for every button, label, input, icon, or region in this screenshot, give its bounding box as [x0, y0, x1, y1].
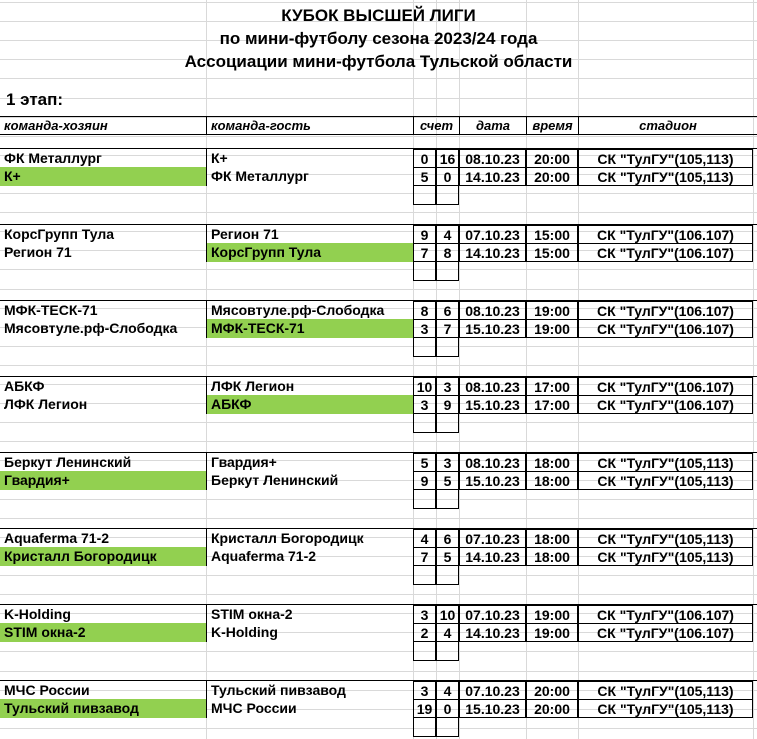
- home-team-cell: Беркут Ленинский: [4, 454, 132, 470]
- date-cell: 08.10.23: [459, 453, 526, 472]
- date-cell: 14.10.23: [459, 623, 526, 642]
- score-guest-cell: 4: [436, 681, 459, 700]
- score-guest-cell: 10: [436, 605, 459, 624]
- guest-team-cell: АБКФ: [206, 395, 413, 414]
- guest-team-cell: STIM окна-2: [206, 605, 413, 624]
- time-cell: 20:00: [526, 681, 578, 700]
- header-home: команда-хозяин: [4, 118, 108, 133]
- home-team-cell: МФК-ТЕСК-71: [4, 302, 98, 318]
- empty-score-cell: [413, 186, 436, 205]
- score-guest-cell: 6: [436, 301, 459, 320]
- empty-score-cell: [436, 642, 459, 661]
- date-cell: 08.10.23: [459, 377, 526, 396]
- header-guest: команда-гость: [206, 117, 413, 134]
- home-team-cell: Регион 71: [4, 244, 72, 260]
- stadium-cell: СК "ТулГУ"(105,113): [578, 547, 753, 566]
- table-row: [0, 376, 757, 395]
- date-cell: 15.10.23: [459, 471, 526, 490]
- date-cell: 15.10.23: [459, 395, 526, 414]
- guest-team-cell: Беркут Ленинский: [206, 471, 413, 490]
- guest-team-cell: Регион 71: [206, 225, 413, 244]
- score-home-cell: 0: [413, 149, 436, 168]
- score-guest-cell: 0: [436, 699, 459, 718]
- home-team-cell: Кристалл Богородицк: [0, 547, 206, 566]
- stadium-cell: СК "ТулГУ"(106.107): [578, 243, 753, 262]
- header-time: время: [526, 117, 578, 134]
- empty-score-cell: [436, 414, 459, 433]
- table-row: [0, 148, 757, 167]
- date-cell: 07.10.23: [459, 225, 526, 244]
- header-date: дата: [459, 117, 526, 134]
- score-guest-cell: 16: [436, 149, 459, 168]
- title-line-2: по мини-футболу сезона 2023/24 года: [219, 29, 538, 48]
- empty-score-cell: [413, 262, 436, 281]
- time-cell: 17:00: [526, 377, 578, 396]
- score-home-cell: 4: [413, 529, 436, 548]
- date-cell: 14.10.23: [459, 243, 526, 262]
- table-row: [0, 604, 757, 623]
- score-guest-cell: 6: [436, 529, 459, 548]
- home-team-cell: Мясовтуле.рф-Слободка: [4, 320, 178, 336]
- score-home-cell: 7: [413, 547, 436, 566]
- table-row: [0, 699, 757, 718]
- time-cell: 19:00: [526, 301, 578, 320]
- empty-score-cell: [413, 642, 436, 661]
- table-row: [0, 452, 757, 471]
- home-team-cell: Aquaferma 71-2: [4, 530, 110, 546]
- table-row: [0, 471, 757, 490]
- score-home-cell: 9: [413, 225, 436, 244]
- date-cell: 08.10.23: [459, 301, 526, 320]
- guest-team-cell: К+: [206, 149, 413, 168]
- time-cell: 18:00: [526, 547, 578, 566]
- time-cell: 18:00: [526, 471, 578, 490]
- date-cell: 14.10.23: [459, 167, 526, 186]
- stadium-cell: СК "ТулГУ"(105,113): [578, 149, 753, 168]
- stadium-cell: СК "ТулГУ"(106.107): [578, 395, 753, 414]
- guest-team-cell: КорсГрупп Тула: [206, 243, 413, 262]
- home-team-cell: Тульский пивзавод: [0, 699, 206, 718]
- header-stadium: стадион: [578, 117, 757, 134]
- guest-team-cell: Мясовтуле.рф-Слободка: [206, 301, 413, 320]
- time-cell: 19:00: [526, 605, 578, 624]
- table-row: [0, 528, 757, 547]
- table-row: [0, 167, 757, 186]
- score-home-cell: 3: [413, 395, 436, 414]
- score-guest-cell: 5: [436, 471, 459, 490]
- home-team-cell: АБКФ: [4, 378, 45, 394]
- table-row: [0, 300, 757, 319]
- time-cell: 20:00: [526, 167, 578, 186]
- score-home-cell: 3: [413, 681, 436, 700]
- home-team-cell: ФК Металлург: [4, 150, 102, 166]
- stadium-cell: СК "ТулГУ"(106.107): [578, 605, 753, 624]
- empty-score-cell: [436, 338, 459, 357]
- score-guest-cell: 7: [436, 319, 459, 338]
- guest-team-cell: Тульский пивзавод: [206, 681, 413, 700]
- date-cell: 15.10.23: [459, 699, 526, 718]
- time-cell: 15:00: [526, 243, 578, 262]
- home-team-cell: Гвардия+: [0, 471, 206, 490]
- table-row: [0, 623, 757, 642]
- home-team-cell: ЛФК Легион: [4, 396, 88, 412]
- time-cell: 17:00: [526, 395, 578, 414]
- score-home-cell: 8: [413, 301, 436, 320]
- stadium-cell: СК "ТулГУ"(105,113): [578, 529, 753, 548]
- guest-team-cell: ФК Металлург: [206, 167, 413, 186]
- score-guest-cell: 3: [436, 453, 459, 472]
- time-cell: 19:00: [526, 319, 578, 338]
- score-home-cell: 5: [413, 167, 436, 186]
- time-cell: 18:00: [526, 453, 578, 472]
- score-guest-cell: 4: [436, 623, 459, 642]
- empty-score-cell: [436, 186, 459, 205]
- score-guest-cell: 5: [436, 547, 459, 566]
- empty-score-cell: [413, 718, 436, 737]
- table-row: [0, 680, 757, 699]
- stadium-cell: СК "ТулГУ"(106.107): [578, 319, 753, 338]
- stadium-cell: СК "ТулГУ"(105,113): [578, 681, 753, 700]
- time-cell: 19:00: [526, 623, 578, 642]
- time-cell: 18:00: [526, 529, 578, 548]
- stadium-cell: СК "ТулГУ"(106.107): [578, 301, 753, 320]
- date-cell: 08.10.23: [459, 149, 526, 168]
- home-team-cell: КорсГрупп Тула: [4, 226, 115, 242]
- score-home-cell: 10: [413, 377, 436, 396]
- score-home-cell: 3: [413, 605, 436, 624]
- time-cell: 20:00: [526, 699, 578, 718]
- date-cell: 15.10.23: [459, 319, 526, 338]
- stadium-cell: СК "ТулГУ"(105,113): [578, 453, 753, 472]
- score-home-cell: 19: [413, 699, 436, 718]
- home-team-cell: K-Holding: [4, 606, 71, 622]
- score-home-cell: 9: [413, 471, 436, 490]
- score-guest-cell: 8: [436, 243, 459, 262]
- empty-score-cell: [436, 566, 459, 585]
- empty-score-cell: [436, 718, 459, 737]
- guest-team-cell: Aquaferma 71-2: [206, 547, 413, 566]
- date-cell: 07.10.23: [459, 681, 526, 700]
- guest-team-cell: МФК-ТЕСК-71: [206, 319, 413, 338]
- score-guest-cell: 4: [436, 225, 459, 244]
- score-home-cell: 7: [413, 243, 436, 262]
- empty-score-cell: [413, 490, 436, 509]
- title-line-3: Ассоциации мини-футбола Тульской области: [184, 52, 573, 71]
- table-row: [0, 243, 757, 262]
- table-header: [0, 116, 757, 135]
- table-row: [0, 547, 757, 566]
- guest-team-cell: Кристалл Богородицк: [206, 529, 413, 548]
- empty-score-cell: [413, 414, 436, 433]
- stadium-cell: СК "ТулГУ"(105,113): [578, 167, 753, 186]
- score-home-cell: 2: [413, 623, 436, 642]
- stadium-cell: СК "ТулГУ"(105,113): [578, 699, 753, 718]
- home-team-cell: К+: [0, 167, 206, 186]
- stadium-cell: СК "ТулГУ"(105,113): [578, 471, 753, 490]
- stadium-cell: СК "ТулГУ"(106.107): [578, 225, 753, 244]
- guest-team-cell: ЛФК Легион: [206, 377, 413, 396]
- empty-score-cell: [413, 566, 436, 585]
- score-home-cell: 3: [413, 319, 436, 338]
- time-cell: 15:00: [526, 225, 578, 244]
- title-line-1: КУБОК ВЫСШЕЙ ЛИГИ: [281, 6, 476, 25]
- date-cell: 07.10.23: [459, 529, 526, 548]
- home-team-cell: STIM окна-2: [0, 623, 206, 642]
- score-home-cell: 5: [413, 453, 436, 472]
- guest-team-cell: Гвардия+: [206, 453, 413, 472]
- score-guest-cell: 9: [436, 395, 459, 414]
- score-guest-cell: 0: [436, 167, 459, 186]
- header-score: счет: [413, 117, 459, 134]
- stadium-cell: СК "ТулГУ"(106.107): [578, 623, 753, 642]
- table-row: [0, 224, 757, 243]
- table-row: [0, 319, 757, 338]
- empty-score-cell: [436, 490, 459, 509]
- date-cell: 07.10.23: [459, 605, 526, 624]
- home-team-cell: МЧС России: [4, 682, 90, 698]
- time-cell: 20:00: [526, 149, 578, 168]
- score-guest-cell: 3: [436, 377, 459, 396]
- empty-score-cell: [436, 262, 459, 281]
- stage-label: 1 этап:: [6, 90, 64, 109]
- guest-team-cell: МЧС России: [206, 699, 413, 718]
- table-row: [0, 395, 757, 414]
- stadium-cell: СК "ТулГУ"(106.107): [578, 377, 753, 396]
- guest-team-cell: K-Holding: [206, 623, 413, 642]
- date-cell: 14.10.23: [459, 547, 526, 566]
- empty-score-cell: [413, 338, 436, 357]
